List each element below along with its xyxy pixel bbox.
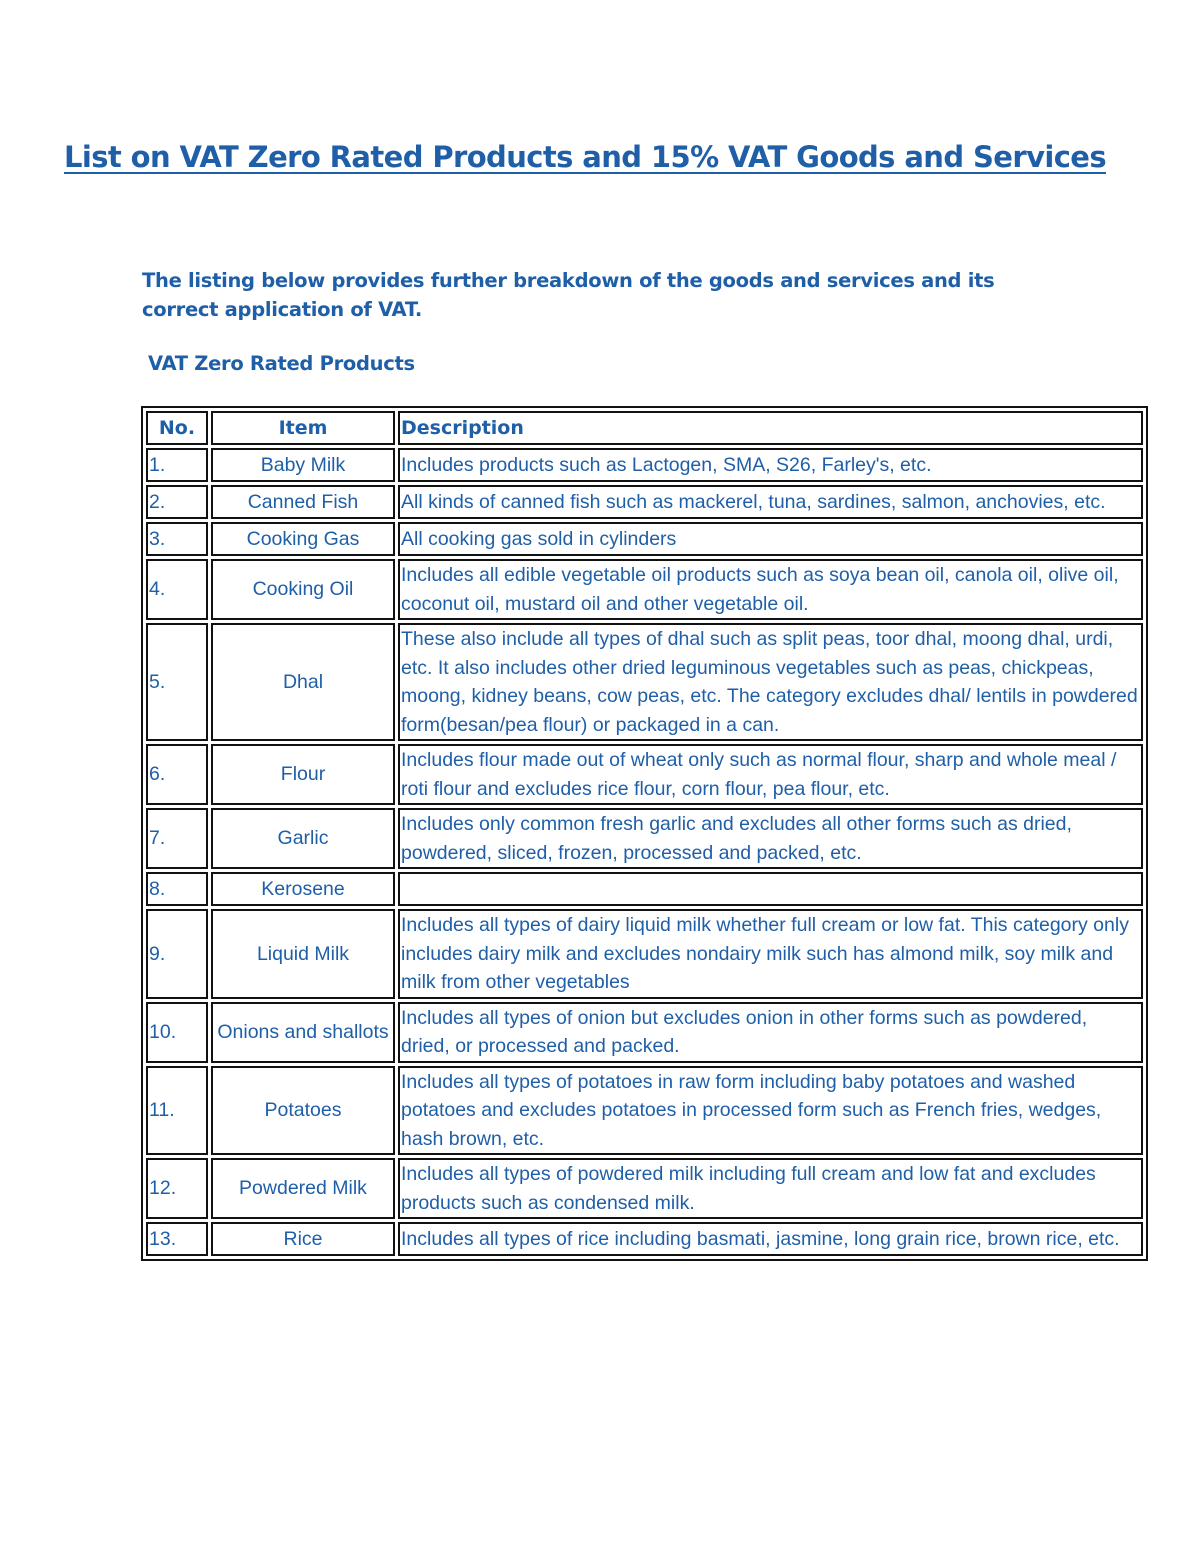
row-item: Flour: [211, 744, 395, 805]
row-description: Includes all types of potatoes in raw form including baby potatoes and washed potatoes and excludes potatoes in processed form such as French fries, wedges, hash brown, etc.: [398, 1066, 1143, 1156]
row-description: Includes all types of dairy liquid milk whether full cream or low fat. This category only includes dairy milk and excludes nondairy milk such has almond milk, soy milk and milk from other vegetables: [398, 909, 1143, 999]
table-row: [146, 522, 1143, 556]
header-description: Description: [398, 411, 1143, 445]
row-description: Includes all types of powdered milk including full cream and low fat and excludes products such as condensed milk.: [398, 1158, 1143, 1219]
row-number: 8.: [146, 872, 208, 906]
table-row: [146, 448, 1143, 482]
vat-zero-rated-table: [141, 406, 1148, 1261]
row-number: 12.: [146, 1158, 208, 1219]
table-row: [146, 744, 1143, 805]
intro-text: [142, 266, 1042, 324]
table-row: [146, 909, 1143, 999]
row-number: 6.: [146, 744, 208, 805]
row-number: 10.: [146, 1002, 208, 1063]
table-row: [146, 808, 1143, 869]
row-item: Dhal: [211, 623, 395, 741]
row-number: 3.: [146, 522, 208, 556]
table-row: [146, 1002, 1143, 1063]
row-number: 2.: [146, 485, 208, 519]
header-item: Item: [211, 411, 395, 445]
row-number: 9.: [146, 909, 208, 999]
row-number: 5.: [146, 623, 208, 741]
row-description: All cooking gas sold in cylinders: [398, 522, 1143, 556]
table-row: [146, 559, 1143, 620]
row-item: Powdered Milk: [211, 1158, 395, 1219]
intro-line-1: The listing below provides further breakdown of the goods and services and its: [142, 269, 995, 292]
row-item: Onions and shallots: [211, 1002, 395, 1063]
table-row: [146, 872, 1143, 906]
row-number: 1.: [146, 448, 208, 482]
row-item: Kerosene: [211, 872, 395, 906]
row-description: These also include all types of dhal such as split peas, toor dhal, moong dhal, urdi, etc. It also includes other dried leguminous vegetables such as peas, chickpeas, moong, kidney beans, cow peas, etc. The category excludes dhal/ lentils in powdered form(besan/pea flour) or packaged in a can.: [398, 623, 1143, 741]
section-heading: VAT Zero Rated Products: [148, 352, 415, 375]
table-row: [146, 1158, 1143, 1219]
row-description: Includes all edible vegetable oil products such as soya bean oil, canola oil, olive oil, coconut oil, mustard oil and other vegetable oil.: [398, 559, 1143, 620]
row-number: 13.: [146, 1222, 208, 1256]
row-item: Rice: [211, 1222, 395, 1256]
table-row: [146, 485, 1143, 519]
header-no: No.: [146, 411, 208, 445]
intro-line-2: correct application of VAT.: [142, 298, 422, 321]
table-row: [146, 1066, 1143, 1156]
row-number: 7.: [146, 808, 208, 869]
table-header-row: [146, 411, 1143, 445]
row-item: Cooking Gas: [211, 522, 395, 556]
table-row: [146, 1222, 1143, 1256]
row-description: All kinds of canned fish such as mackerel, tuna, sardines, salmon, anchovies, etc.: [398, 485, 1143, 519]
row-description: Includes only common fresh garlic and excludes all other forms such as dried, powdered, sliced, frozen, processed and packed, etc.: [398, 808, 1143, 869]
row-item: Cooking Oil: [211, 559, 395, 620]
row-description: Includes flour made out of wheat only such as normal flour, sharp and whole meal / roti flour and excludes rice flour, corn flour, pea flour, etc.: [398, 744, 1143, 805]
document-title: List on VAT Zero Rated Products and 15% VAT Goods and Services: [64, 140, 1107, 174]
table-row: [146, 623, 1143, 741]
row-item: Garlic: [211, 808, 395, 869]
row-item: Potatoes: [211, 1066, 395, 1156]
row-item: Baby Milk: [211, 448, 395, 482]
row-item: Liquid Milk: [211, 909, 395, 999]
row-description: Includes products such as Lactogen, SMA, S26, Farley's, etc.: [398, 448, 1143, 482]
row-item: Canned Fish: [211, 485, 395, 519]
row-description: Includes all types of rice including basmati, jasmine, long grain rice, brown rice, etc.: [398, 1222, 1143, 1256]
row-number: 4.: [146, 559, 208, 620]
row-description: Includes all types of onion but excludes onion in other forms such as powdered, dried, or processed and packed.: [398, 1002, 1143, 1063]
row-description: [398, 872, 1143, 906]
row-number: 11.: [146, 1066, 208, 1156]
